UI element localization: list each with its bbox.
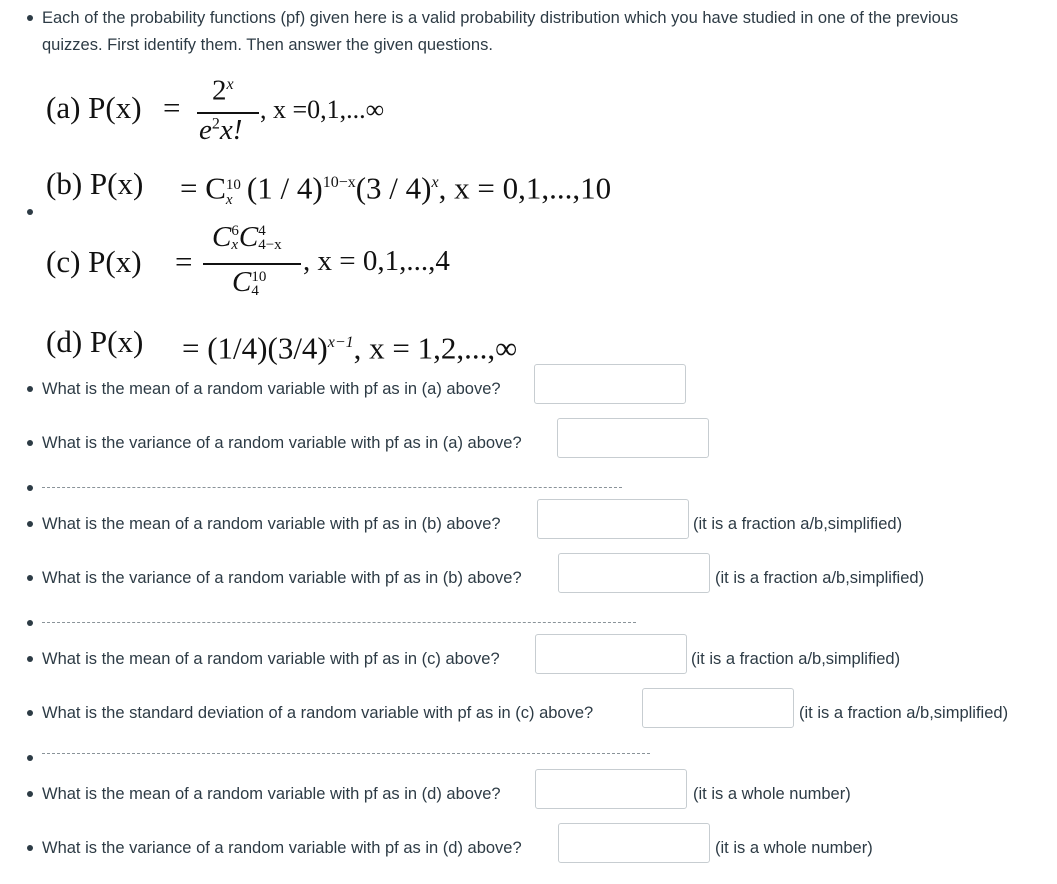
question-text: What is the variance of a random variable with pf as in (a) above?	[42, 434, 522, 452]
formula-c-label: (c) P(x)	[46, 244, 142, 279]
formula-c-fraction-bar	[203, 263, 301, 265]
list-bullet	[27, 386, 33, 392]
formula-a-numerator: 2$^x$	[212, 74, 234, 107]
list-bullet	[27, 845, 33, 851]
answer-hint: (it is a whole number)	[715, 839, 873, 857]
answer-input[interactable]	[558, 823, 710, 863]
answer-input[interactable]	[557, 418, 709, 458]
list-bullet	[27, 656, 33, 662]
answer-input[interactable]	[642, 688, 794, 728]
answer-hint: (it is a whole number)	[693, 785, 851, 803]
list-bullet	[27, 791, 33, 797]
formula-c-domain: , x = 0,1,...,4	[303, 245, 450, 277]
answer-input[interactable]	[535, 634, 687, 674]
formula-c-denominator: C 10 4	[232, 266, 267, 299]
list-bullet	[27, 209, 33, 215]
answer-input[interactable]	[558, 553, 710, 593]
formula-d-label: (d) P(x)	[46, 324, 144, 359]
intro-line-2: quizzes. First identify them. Then answer the given questions.	[42, 36, 493, 54]
answer-input[interactable]	[537, 499, 689, 539]
answer-hint: (it is a fraction a/b,simplified)	[693, 515, 903, 533]
list-bullet	[27, 575, 33, 581]
formula-c-numerator: C 6 x C 4 4−x	[212, 221, 282, 253]
list-bullet	[27, 15, 33, 21]
answer-hint: (it is a fraction a/b,simplified)	[799, 704, 1009, 722]
question-text: What is the mean of a random variable with pf as in (b) above?	[42, 515, 501, 533]
question-text: What is the variance of a random variable with pf as in (d) above?	[42, 839, 522, 857]
question-text: What is the mean of a random variable with pf as in (d) above?	[42, 785, 501, 803]
question-text: What is the mean of a random variable with pf as in (a) above?	[42, 380, 501, 398]
answer-hint: (it is a fraction a/b,simplified)	[691, 650, 901, 668]
formula-a-denominator: $e^2x$!	[199, 114, 243, 146]
answer-input[interactable]	[534, 364, 686, 404]
intro-line-1: Each of the probability functions (pf) given here is a valid probability distribution which you have studied in one of the previous	[42, 9, 959, 27]
list-bullet	[27, 620, 33, 626]
question-text: What is the mean of a random variable with pf as in (c) above?	[42, 650, 500, 668]
formula-b-body: = C 10 x (1 / 4)$^{10-x}$(3 / 4)$^x$, x = 0,1,...,10	[180, 170, 612, 209]
separator-line	[42, 622, 636, 623]
formula-d-body: = $(1/4)(3/4)^{x-1}$, x = 1,2,...,∞	[182, 330, 518, 366]
answer-input[interactable]	[535, 769, 687, 809]
separator-line	[42, 487, 622, 488]
question-text: What is the standard deviation of a random variable with pf as in (c) above?	[42, 704, 594, 722]
formula-a-label: (a) P(x)	[46, 90, 142, 125]
formula-a-equals: =	[163, 90, 181, 125]
formula-b-label: (b) P(x)	[46, 166, 144, 201]
list-bullet	[27, 755, 33, 761]
question-text: What is the variance of a random variable with pf as in (b) above?	[42, 569, 522, 587]
list-bullet	[27, 710, 33, 716]
list-bullet	[27, 485, 33, 491]
answer-hint: (it is a fraction a/b,simplified)	[715, 569, 925, 587]
list-bullet	[27, 521, 33, 527]
list-bullet	[27, 440, 33, 446]
formula-c-equals: =	[175, 244, 193, 279]
formula-a-domain: , x =0,1,...∞	[260, 95, 385, 124]
separator-line	[42, 753, 650, 754]
